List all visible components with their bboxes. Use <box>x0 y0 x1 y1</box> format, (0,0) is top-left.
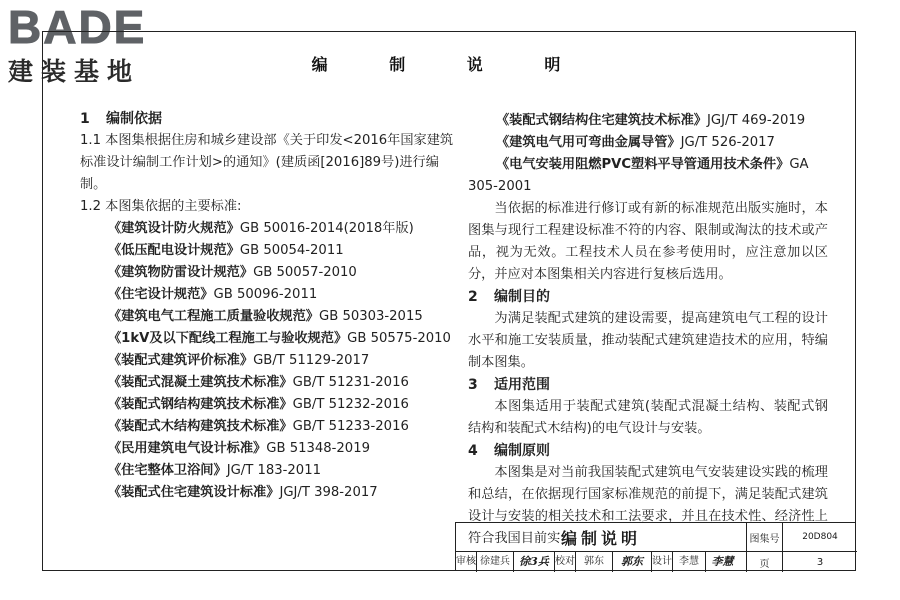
check-label: 校对 <box>555 552 576 572</box>
section-title: 编制目的 <box>494 289 550 305</box>
paragraph: 为满足装配式建筑的建设需要，提高建筑电气工程的设计水平和施工安装质量，推动装配式建筑建造技术的应用，特编制本图集。 <box>468 311 828 370</box>
standard-name: 《建筑设计防火规范》 <box>108 221 240 236</box>
standard-name: 《装配式钢结构住宅建筑技术标准》 <box>496 113 707 128</box>
standard-item <box>468 110 828 132</box>
logo-wordmark: BADE <box>8 1 147 53</box>
standard-code: JG/T 183-2011 <box>226 463 321 478</box>
standard-item <box>80 284 450 306</box>
section-number: 4 <box>468 443 478 459</box>
design-label: 设计 <box>652 552 673 572</box>
standard-code: GB/T 51129-2017 <box>253 353 370 368</box>
standard-name: 《建筑电气用可弯曲金属导管》 <box>496 135 681 150</box>
section-number: 1 <box>80 111 90 127</box>
standard-code: GB 50054-2011 <box>239 243 344 258</box>
review-label: 审核 <box>456 552 477 572</box>
section-heading <box>80 108 450 130</box>
standard-item <box>80 328 450 350</box>
standard-item <box>80 416 450 438</box>
standard-item <box>80 262 450 284</box>
title-block <box>455 522 856 571</box>
standard-name: 《装配式钢结构建筑技术标准》 <box>108 397 293 412</box>
paragraph: 本图集适用于装配式建筑(装配式混凝土结构、装配式钢结构和装配式木结构)的电气设计与安装。 <box>468 399 828 436</box>
text-line: 1.1 本图集根据住房和城乡建设部《关于印发<2016年国家建筑 <box>80 133 454 148</box>
standard-code: GB 50016-2014(2018年版) <box>239 221 414 236</box>
standard-name: 《装配式木结构建筑技术标准》 <box>108 419 293 434</box>
standard-item <box>80 350 450 372</box>
standard-code: GB 50057-2010 <box>253 265 357 280</box>
standard-code: GB/T 51231-2016 <box>292 375 409 390</box>
section-title: 编制依据 <box>106 111 162 127</box>
title-block-title: 编制说明 <box>456 523 747 552</box>
standard-item <box>468 154 828 176</box>
atlas-number: 20D804 <box>783 523 857 552</box>
logo-subtitle: 建装基地 <box>8 57 141 86</box>
review-signature: 徐3兵 <box>514 552 555 572</box>
standard-code: JGJ/T 469-2019 <box>707 113 806 128</box>
standard-name: 《装配式住宅建筑设计标准》 <box>108 485 280 500</box>
paragraph: 当依据的标准进行修订或有新的标准规范出版实施时，本图集与现行工程建设标准不符的内容、限制或淘汰的技术或产品，视为无效。工程技术人员在参考使用时，应注意加以区分，并应对本图集相关内容进行复核后选用。 <box>468 201 828 282</box>
standard-code: GB/T 51232-2016 <box>292 397 409 412</box>
standard-item <box>80 372 450 394</box>
standard-code: GB 50575-2010 <box>347 331 451 346</box>
standard-item <box>80 460 450 482</box>
text-line: 制。 <box>80 177 107 192</box>
section-number: 2 <box>468 289 478 305</box>
standard-item <box>80 482 450 504</box>
section-number: 3 <box>468 377 478 393</box>
standard-item <box>468 132 828 154</box>
standard-code: GB 51348-2019 <box>266 441 370 456</box>
right-column <box>468 110 828 550</box>
page-label: 页 <box>747 552 783 572</box>
standard-code: GB 50303-2015 <box>319 309 423 324</box>
standard-code: GA <box>789 157 809 172</box>
paragraph: 本图集是对当前我国装配式建筑电气安装建设实践的梳理和总结，在依据现行国家标准规范的前提下，满足装配式建筑设计与安装的相关技术和工法要求，并且在技术性、经济性上符合我国目前实 <box>468 465 828 546</box>
standard-item <box>80 218 450 240</box>
standard-name: 《1kV及以下配线工程施工与验收规范》 <box>108 331 348 346</box>
standard-name: 《民用建筑电气设计标准》 <box>108 441 267 456</box>
page-number: 3 <box>816 556 824 568</box>
review-name: 徐建兵 <box>477 552 514 572</box>
design-signature: 李慧 <box>711 555 734 568</box>
section-heading <box>468 440 828 462</box>
standard-item <box>80 438 450 460</box>
text-line: 305-2001 <box>468 179 532 194</box>
standard-code: JGJ/T 398-2017 <box>279 485 378 500</box>
standard-code: JG/T 526-2017 <box>680 135 775 150</box>
text-line: 1.2 本图集依据的主要标准: <box>80 199 242 214</box>
section-heading <box>468 286 828 308</box>
check-signature: 郭东 <box>613 552 652 572</box>
text-line: 标准设计编制工作计划>的通知》(建质函[2016]89号)进行编 <box>80 155 439 170</box>
page-title: 编 制 说 明 <box>311 55 589 74</box>
standard-name: 《低压配电设计规范》 <box>108 243 240 258</box>
design-name: 李慧 <box>673 552 706 572</box>
section-title: 适用范围 <box>494 377 550 393</box>
standard-name: 《住宅整体卫浴间》 <box>108 463 227 478</box>
section-heading <box>468 374 828 396</box>
standard-name: 《建筑电气工程施工质量验收规范》 <box>108 309 319 324</box>
check-name: 郭东 <box>576 552 613 572</box>
standard-item <box>80 240 450 262</box>
standard-item <box>80 394 450 416</box>
standard-code: GB 50096-2011 <box>213 287 318 302</box>
atlas-number-label: 图集号 <box>747 523 783 552</box>
standard-name: 《电气安装用阻燃PVC塑料平导管通用技术条件》 <box>496 157 790 172</box>
standard-name: 《装配式混凝土建筑技术标准》 <box>108 375 293 390</box>
standard-item <box>80 306 450 328</box>
section-title: 编制原则 <box>494 443 550 459</box>
standard-name: 《建筑物防雷设计规范》 <box>108 265 254 280</box>
standard-name: 《装配式建筑评价标准》 <box>108 353 254 368</box>
standard-code: GB/T 51233-2016 <box>292 419 409 434</box>
signature-row <box>456 552 747 572</box>
left-column <box>80 108 454 504</box>
standard-name: 《住宅设计规范》 <box>108 287 214 302</box>
